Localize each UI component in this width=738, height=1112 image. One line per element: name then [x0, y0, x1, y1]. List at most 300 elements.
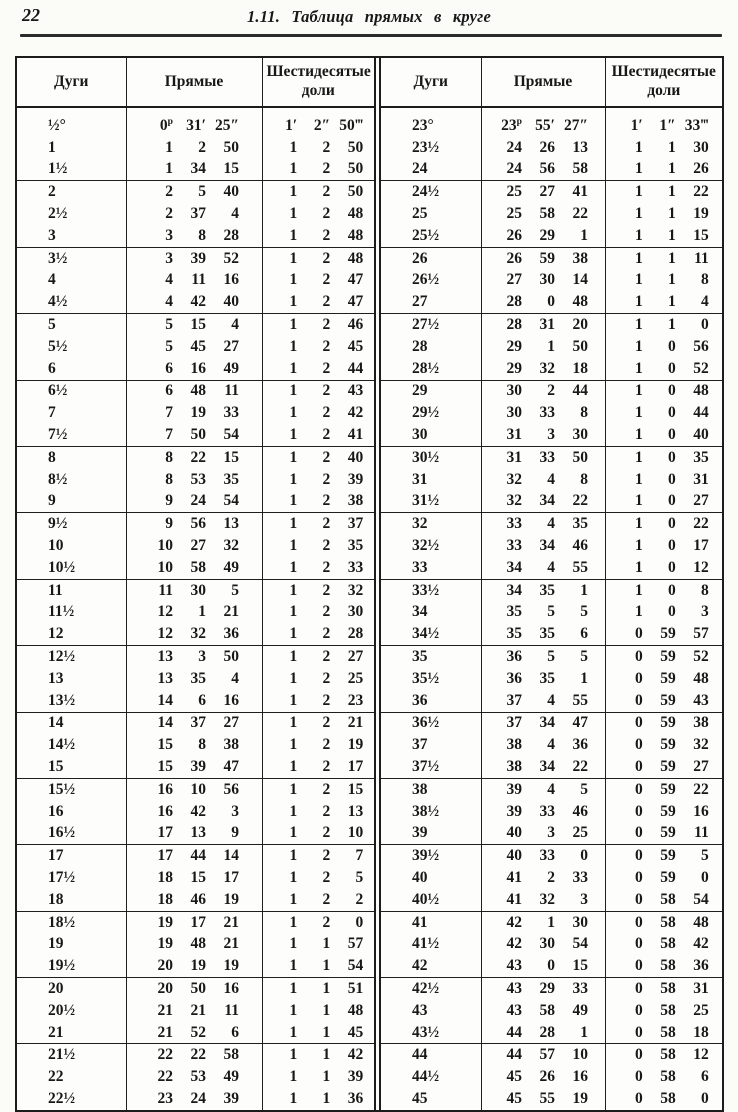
- sexagesimal-value: 34: [190, 160, 206, 178]
- sexagesimal-value: 1: [635, 138, 643, 156]
- sexagesimal-group: [619, 758, 709, 776]
- table-row: [17, 690, 374, 712]
- sexagesimal-value: 0: [668, 337, 676, 355]
- chord-cell: [126, 823, 262, 845]
- sixtieths-cell: [605, 402, 722, 424]
- sixtieths-cell: [605, 159, 722, 181]
- sixtieths-cell: [262, 1044, 374, 1066]
- sexagesimal-value: 1: [668, 183, 676, 201]
- sexagesimal-group: [619, 714, 709, 732]
- sexagesimal-value: 1: [289, 183, 298, 201]
- table-row: [381, 336, 722, 358]
- sexagesimal-value: 48: [190, 382, 206, 400]
- sexagesimal-value: 12: [157, 625, 173, 643]
- sexagesimal-value: 2: [322, 537, 331, 555]
- arc-cell: 25: [412, 205, 428, 223]
- sexagesimal-value: 3: [165, 249, 173, 267]
- sexagesimal-group: [149, 603, 239, 621]
- arc-cell: 40: [412, 868, 428, 886]
- sixtieths-cell: [605, 181, 722, 203]
- sexagesimal-value: 57: [347, 935, 364, 953]
- sexagesimal-value: 59: [539, 249, 555, 267]
- sexagesimal-value: 1: [289, 979, 298, 997]
- sexagesimal-value: 42: [347, 404, 364, 422]
- sexagesimal-value: 1: [635, 249, 643, 267]
- sexagesimal-value: 22: [693, 780, 709, 798]
- table-row: [17, 756, 374, 778]
- sexagesimal-value: 30: [539, 935, 555, 953]
- sexagesimal-value: 39: [190, 249, 206, 267]
- sexagesimal-value: 1: [289, 758, 298, 775]
- arc-cell: 37: [412, 736, 428, 754]
- sexagesimal-value: 0: [547, 957, 555, 975]
- sixtieths-cell: [262, 668, 374, 690]
- chord-cell: [481, 690, 605, 712]
- sexagesimal-group: [498, 847, 588, 865]
- sexagesimal-value: 16: [572, 1068, 588, 1086]
- sixtieths-cell: [262, 1066, 374, 1088]
- arc-cell: 24½: [381, 181, 481, 203]
- sexagesimal-value: 31: [506, 448, 522, 466]
- sexagesimal-group: [273, 338, 363, 356]
- sexagesimal-group: [619, 338, 709, 356]
- table-row: [381, 225, 722, 247]
- table-row: [17, 291, 374, 313]
- sexagesimal-value: 50‴: [339, 116, 364, 134]
- sexagesimal-value: 2: [322, 890, 331, 908]
- sexagesimal-value: 29: [506, 359, 522, 377]
- sexagesimal-value: 2: [322, 868, 331, 886]
- sexagesimal-group: [619, 382, 709, 400]
- sexagesimal-value: 1: [289, 537, 298, 555]
- sexagesimal-group: [498, 426, 588, 444]
- sexagesimal-value: 27: [347, 648, 364, 666]
- sexagesimal-value: 59: [660, 847, 676, 865]
- sexagesimal-group: [619, 360, 709, 378]
- arc-cell: 12: [48, 625, 64, 643]
- sexagesimal-value: 58: [190, 558, 206, 576]
- sexagesimal-group: [498, 117, 588, 135]
- sexagesimal-group: [273, 692, 363, 710]
- sixtieths-cell: [262, 159, 374, 181]
- column-header-sixtieths: Шестидесятые доли: [605, 58, 722, 107]
- sexagesimal-value: 2: [322, 802, 331, 820]
- sexagesimal-group: [498, 670, 588, 688]
- sexagesimal-value: 56: [693, 337, 709, 355]
- sexagesimal-group: [273, 1024, 363, 1042]
- sixtieths-cell: [262, 1022, 374, 1044]
- sexagesimal-value: 56: [223, 780, 239, 798]
- sexagesimal-value: 33: [506, 537, 522, 555]
- chord-cell: [126, 107, 262, 137]
- arc-cell: 31½: [412, 492, 440, 510]
- sexagesimal-group: [273, 1090, 363, 1108]
- sexagesimal-value: 14: [157, 714, 173, 732]
- table-row: [381, 668, 722, 690]
- sexagesimal-value: 1: [668, 293, 676, 311]
- sexagesimal-value: 30: [539, 271, 555, 289]
- sexagesimal-value: 2: [322, 271, 331, 289]
- sexagesimal-value: 1: [635, 492, 643, 510]
- sexagesimal-value: 12: [693, 558, 709, 576]
- sexagesimal-group: [273, 360, 363, 378]
- sexagesimal-value: 2: [322, 714, 331, 732]
- sexagesimal-group: [149, 957, 239, 975]
- arc-cell: 8: [17, 446, 126, 468]
- sexagesimal-group: [498, 471, 588, 489]
- table-row: [17, 933, 374, 955]
- sexagesimal-group: [619, 692, 709, 710]
- chord-cell: [481, 402, 605, 424]
- sixtieths-cell: [262, 469, 374, 491]
- sexagesimal-value: 22: [693, 183, 709, 201]
- sexagesimal-value: 0: [701, 316, 709, 334]
- sexagesimal-value: 1: [322, 979, 331, 997]
- sexagesimal-value: 3: [231, 802, 239, 820]
- arc-cell: 20½: [48, 1001, 76, 1019]
- sexagesimal-value: 58: [572, 160, 588, 178]
- sexagesimal-value: 58: [660, 957, 676, 975]
- sexagesimal-group: [498, 891, 588, 909]
- sexagesimal-group: [149, 139, 239, 157]
- sexagesimal-value: 1: [198, 603, 206, 621]
- sexagesimal-value: 32: [539, 890, 555, 908]
- table-row: [17, 380, 374, 402]
- sexagesimal-value: 6: [165, 382, 173, 400]
- sexagesimal-value: 19: [223, 957, 239, 975]
- sexagesimal-value: 1: [635, 316, 643, 334]
- sexagesimal-value: 6: [701, 1068, 709, 1086]
- arc-cell: 32½: [412, 537, 440, 555]
- arc-cell: 44½: [412, 1068, 440, 1086]
- arc-cell: 29: [381, 380, 481, 402]
- sexagesimal-value: 33: [572, 868, 588, 886]
- sixtieths-cell: [262, 845, 374, 867]
- table-row: [17, 159, 374, 181]
- sexagesimal-value: 27: [693, 492, 709, 510]
- sexagesimal-group: [619, 1090, 709, 1108]
- sexagesimal-value: 1: [289, 226, 298, 244]
- sexagesimal-value: 48: [190, 935, 206, 953]
- arc-cell: 7: [48, 404, 56, 422]
- sexagesimal-value: 1: [635, 183, 643, 201]
- chord-cell: [481, 358, 605, 380]
- chord-cell: [126, 314, 262, 336]
- chord-cell: [481, 734, 605, 756]
- sexagesimal-value: 21: [347, 714, 364, 732]
- sixtieths-cell: [605, 1000, 722, 1022]
- sexagesimal-value: 58: [660, 1089, 676, 1107]
- table-row: [381, 712, 722, 734]
- sexagesimal-value: 2: [547, 868, 555, 886]
- sexagesimal-group: [273, 471, 363, 489]
- sexagesimal-value: 40: [347, 448, 364, 466]
- sexagesimal-group: [498, 1024, 588, 1042]
- arc-cell: 27½: [381, 314, 481, 336]
- sexagesimal-value: 36: [506, 669, 522, 687]
- sexagesimal-value: 21: [223, 913, 239, 931]
- chord-cell: [126, 291, 262, 313]
- sexagesimal-group: [273, 250, 363, 268]
- chord-cell: [126, 1088, 262, 1110]
- sexagesimal-value: 10: [157, 537, 173, 555]
- sexagesimal-group: [498, 559, 588, 577]
- sexagesimal-group: [498, 382, 588, 400]
- sexagesimal-value: 1: [289, 780, 298, 798]
- sexagesimal-value: 0: [635, 625, 643, 643]
- sexagesimal-value: 1: [289, 160, 298, 178]
- sexagesimal-group: [619, 426, 709, 444]
- table-row: [381, 823, 722, 845]
- sexagesimal-group: [619, 803, 709, 821]
- sexagesimal-value: 2: [198, 138, 206, 156]
- sexagesimal-group: [273, 1046, 363, 1064]
- sexagesimal-group: [498, 781, 588, 799]
- sexagesimal-value: 0: [635, 868, 643, 886]
- sexagesimal-group: [149, 670, 239, 688]
- sexagesimal-value: 1: [289, 802, 298, 820]
- sexagesimal-group: [273, 781, 363, 799]
- sexagesimal-value: 11: [191, 271, 206, 289]
- chord-cell: [481, 1000, 605, 1022]
- sexagesimal-value: 27: [190, 537, 206, 555]
- sexagesimal-group: [498, 980, 588, 998]
- sexagesimal-group: [619, 559, 709, 577]
- sexagesimal-value: 58: [660, 1046, 676, 1064]
- chord-cell: [481, 602, 605, 624]
- sexagesimal-group: [273, 139, 363, 157]
- header-row: [381, 58, 722, 107]
- sexagesimal-value: 18: [157, 890, 173, 908]
- chord-cell: [126, 137, 262, 159]
- table-halves-divider: [374, 58, 381, 1110]
- sexagesimal-value: 38: [693, 714, 709, 732]
- sexagesimal-group: [619, 471, 709, 489]
- sixtieths-cell: [605, 712, 722, 734]
- chord-cell: [481, 845, 605, 867]
- table-row: [381, 358, 722, 380]
- sexagesimal-value: 0: [635, 979, 643, 997]
- sexagesimal-value: 17: [190, 913, 206, 931]
- sexagesimal-value: 0: [668, 537, 676, 555]
- sexagesimal-value: 41: [506, 890, 522, 908]
- sexagesimal-group: [273, 603, 363, 621]
- sexagesimal-group: [273, 625, 363, 643]
- chord-cell: [481, 911, 605, 933]
- sixtieths-cell: [605, 668, 722, 690]
- sexagesimal-value: 2: [322, 426, 331, 444]
- sixtieths-cell: [262, 712, 374, 734]
- sexagesimal-value: 2: [322, 183, 331, 201]
- sixtieths-cell: [262, 314, 374, 336]
- sexagesimal-value: 33: [223, 404, 239, 422]
- sexagesimal-value: 28: [347, 625, 364, 643]
- sexagesimal-value: 1: [289, 847, 298, 865]
- sexagesimal-value: 1: [668, 249, 676, 267]
- sexagesimal-value: 2: [322, 691, 331, 709]
- sexagesimal-value: 0: [580, 847, 588, 865]
- sexagesimal-value: 2: [322, 316, 331, 334]
- sexagesimal-value: 0: [635, 824, 643, 842]
- sexagesimal-value: 34: [539, 758, 555, 775]
- sexagesimal-value: 5: [198, 183, 206, 201]
- sexagesimal-value: 17: [347, 758, 364, 775]
- sexagesimal-value: 1: [289, 448, 298, 466]
- sexagesimal-group: [149, 492, 239, 510]
- sexagesimal-value: 0: [668, 603, 676, 621]
- sexagesimal-value: 1: [289, 957, 298, 975]
- sexagesimal-value: 20: [157, 979, 173, 997]
- sexagesimal-value: 57: [539, 1046, 555, 1064]
- sexagesimal-value: 1: [668, 205, 676, 223]
- sexagesimal-value: 35: [506, 625, 522, 643]
- sexagesimal-value: 30: [347, 603, 364, 621]
- sixtieths-cell: [605, 778, 722, 800]
- sexagesimal-group: [619, 515, 709, 533]
- sexagesimal-group: [273, 559, 363, 577]
- sexagesimal-value: 11: [224, 382, 239, 400]
- sexagesimal-value: 4: [547, 780, 555, 798]
- sexagesimal-value: 6: [580, 625, 588, 643]
- sexagesimal-value: 2: [322, 359, 331, 377]
- table-row: [17, 107, 374, 137]
- sexagesimal-value: 1: [322, 1023, 331, 1041]
- arc-cell: 28½: [412, 359, 440, 377]
- chord-cell: [126, 646, 262, 668]
- arc-cell: 3½: [17, 247, 126, 269]
- chord-cell: [126, 955, 262, 977]
- sexagesimal-group: [619, 139, 709, 157]
- sexagesimal-value: 40: [693, 426, 709, 444]
- arc-cell: 19: [48, 935, 64, 953]
- chord-cell: [126, 159, 262, 181]
- sexagesimal-group: [273, 382, 363, 400]
- arc-cell: 40½: [412, 890, 440, 908]
- sexagesimal-value: 16: [157, 780, 173, 798]
- sexagesimal-value: 7: [355, 847, 364, 865]
- chord-cell: [126, 1066, 262, 1088]
- sixtieths-cell: [262, 955, 374, 977]
- sexagesimal-value: 0: [635, 957, 643, 975]
- sexagesimal-group: [149, 781, 239, 799]
- sexagesimal-value: 44: [190, 847, 206, 865]
- sexagesimal-group: [498, 515, 588, 533]
- sexagesimal-value: 1: [635, 382, 643, 400]
- sexagesimal-value: 19: [157, 913, 173, 931]
- arc-cell: 25½: [412, 226, 440, 244]
- sexagesimal-value: 1: [289, 382, 298, 400]
- sexagesimal-value: 46: [572, 802, 588, 820]
- sixtieths-cell: [262, 778, 374, 800]
- sexagesimal-value: 1: [289, 1023, 298, 1041]
- sixtieths-cell: [262, 336, 374, 358]
- sixtieths-cell: [262, 734, 374, 756]
- sexagesimal-value: 5: [547, 648, 555, 666]
- table-row: [381, 867, 722, 889]
- sexagesimal-value: 37: [190, 205, 206, 223]
- table-row: [17, 623, 374, 645]
- sexagesimal-group: [149, 648, 239, 666]
- arc-cell: 33½: [381, 579, 481, 601]
- sexagesimal-group: [498, 824, 588, 842]
- sexagesimal-group: [273, 758, 363, 776]
- sixtieths-cell: [262, 446, 374, 468]
- arc-cell: 12½: [17, 646, 126, 668]
- sexagesimal-value: 3: [547, 426, 555, 444]
- sexagesimal-value: 1: [289, 138, 298, 156]
- sexagesimal-value: 2: [322, 448, 331, 466]
- sexagesimal-value: 26: [506, 226, 522, 244]
- sexagesimal-group: [273, 449, 363, 467]
- table-row: [381, 1088, 722, 1110]
- sexagesimal-value: 59: [660, 714, 676, 732]
- sixtieths-cell: [605, 690, 722, 712]
- sexagesimal-value: 8: [580, 470, 588, 488]
- sexagesimal-value: 9: [165, 515, 173, 533]
- sixtieths-cell: [262, 358, 374, 380]
- table-row: [17, 646, 374, 668]
- sexagesimal-value: 58: [660, 1023, 676, 1041]
- sixtieths-cell: [605, 646, 722, 668]
- sexagesimal-value: 54: [223, 426, 239, 444]
- sexagesimal-value: 1: [322, 1001, 331, 1019]
- sexagesimal-value: 1: [289, 249, 298, 267]
- sixtieths-cell: [605, 137, 722, 159]
- sexagesimal-group: [273, 183, 363, 201]
- table-row: [17, 579, 374, 601]
- chord-cell: [481, 535, 605, 557]
- sexagesimal-value: 0: [635, 890, 643, 908]
- sexagesimal-value: 9: [165, 492, 173, 510]
- sexagesimal-value: 58: [660, 890, 676, 908]
- sexagesimal-value: 4: [547, 691, 555, 709]
- sexagesimal-value: 6: [198, 691, 206, 709]
- sexagesimal-value: 1′: [630, 116, 643, 134]
- sexagesimal-value: 48: [347, 249, 364, 267]
- sexagesimal-group: [273, 847, 363, 865]
- sexagesimal-group: [498, 1046, 588, 1064]
- sexagesimal-value: 11: [224, 1001, 239, 1019]
- sexagesimal-value: 2: [322, 205, 331, 223]
- arc-cell: 42: [412, 957, 428, 975]
- chord-cell: [126, 623, 262, 645]
- sexagesimal-group: [619, 449, 709, 467]
- sixtieths-cell: [262, 402, 374, 424]
- sexagesimal-value: 19: [693, 205, 709, 223]
- sexagesimal-value: 1: [289, 603, 298, 621]
- sexagesimal-value: 0: [668, 404, 676, 422]
- table-row: [381, 137, 722, 159]
- arc-cell: 21½: [17, 1044, 126, 1066]
- sexagesimal-value: 45: [347, 337, 364, 355]
- sexagesimal-value: 1: [289, 1046, 298, 1064]
- sexagesimal-group: [498, 160, 588, 178]
- chord-cell: [481, 867, 605, 889]
- sexagesimal-value: 18: [693, 1023, 709, 1041]
- sexagesimal-value: 58: [223, 1046, 239, 1064]
- sexagesimal-value: 5: [580, 648, 588, 666]
- sexagesimal-value: 22: [572, 205, 588, 223]
- sexagesimal-group: [149, 250, 239, 268]
- table-row: [381, 159, 722, 181]
- arc-cell: 30½: [381, 446, 481, 468]
- sexagesimal-value: 0: [635, 691, 643, 709]
- table-row: [17, 336, 374, 358]
- chord-cell: [126, 247, 262, 269]
- sexagesimal-group: [273, 582, 363, 600]
- arc-cell: 38½: [412, 802, 440, 820]
- sexagesimal-value: 2: [165, 205, 173, 223]
